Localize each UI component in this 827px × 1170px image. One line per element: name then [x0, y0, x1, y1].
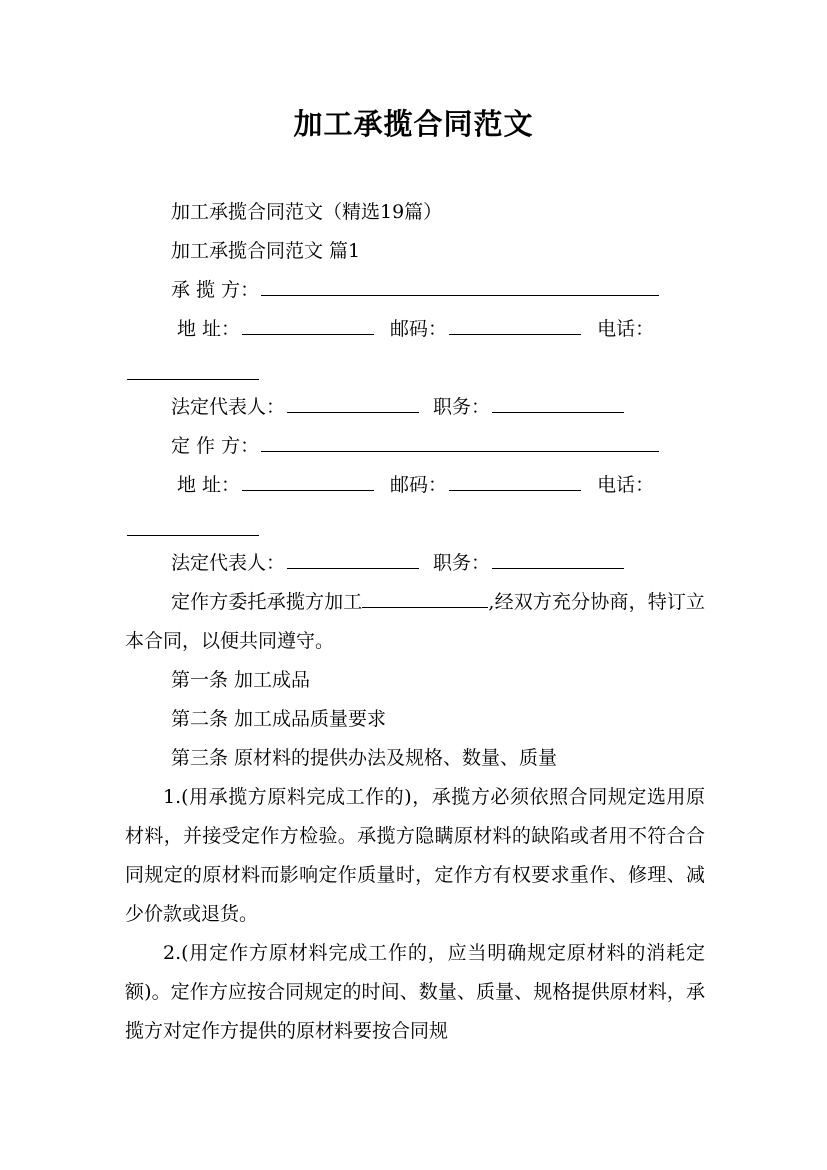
client-legal-rep-blank	[287, 546, 419, 569]
document-title: 加工承揽合同范文	[293, 107, 534, 141]
contractor-legal-rep-blank	[287, 390, 419, 413]
intro-blank	[362, 587, 488, 608]
contractor-legal-rep-line	[125, 388, 705, 427]
client-postcode-label: 邮码：	[390, 474, 448, 496]
contractor-phone-wrap	[125, 349, 705, 388]
contractor-phone-blank	[127, 357, 259, 380]
client-address-blank	[242, 468, 374, 491]
client-position-label: 职务：	[433, 552, 491, 574]
intro-part1: 定作方委托承揽方加工	[171, 591, 363, 613]
client-label: 定 作 方：	[171, 435, 260, 457]
client-legal-rep-label: 法定代表人：	[171, 552, 286, 574]
contractor-label: 承 揽 方：	[171, 279, 260, 301]
client-position-blank	[492, 546, 624, 569]
contractor-position-label: 职务：	[433, 396, 491, 418]
section-heading: 加工承揽合同范文 篇1	[171, 240, 361, 262]
contractor-address-label: 地 址：	[177, 318, 241, 340]
article-1: 第一条 加工成品	[171, 669, 311, 691]
contractor-position-blank	[492, 390, 624, 413]
client-address-line	[125, 466, 705, 505]
contractor-blank	[261, 273, 659, 296]
client-phone-wrap	[125, 505, 705, 544]
client-line	[125, 427, 705, 466]
subtitle: 加工承揽合同范文（精选19篇）	[171, 201, 443, 223]
contractor-legal-rep-label: 法定代表人：	[171, 396, 286, 418]
intro-part2: ,经双方充分协商，特订立本合同，以便共同遵守。	[125, 591, 705, 652]
article-3: 第三条 原材料的提供办法及规格、数量、质量	[171, 747, 558, 769]
contractor-postcode-label: 邮码：	[390, 318, 448, 340]
client-blank	[261, 429, 659, 452]
contractor-address-blank	[242, 312, 374, 335]
clause-2: 2.(用定作方原材料完成工作的，应当明确规定原材料的消耗定额)。定作方应按合同规定的时间、数量、质量、规格提供原材料，承揽方对定作方提供的原材料要按合同规	[125, 942, 705, 1042]
article-2: 第二条 加工成品质量要求	[171, 708, 387, 730]
client-legal-rep-line	[125, 544, 705, 583]
document-body	[125, 193, 705, 1051]
client-address-label: 地 址：	[177, 474, 241, 496]
client-postcode-blank	[449, 468, 581, 491]
intro-paragraph	[125, 583, 705, 661]
contractor-postcode-blank	[449, 312, 581, 335]
clause-1: 1.(用承揽方原料完成工作的)，承揽方必须依照合同规定选用原材料，并接受定作方检验。承揽方隐瞒原材料的缺陷或者用不符合合同规定的原材料而影响定作质量时，定作方有权要求重作、修理、减少价款或退货。	[125, 786, 705, 925]
client-phone-blank	[127, 513, 259, 536]
client-phone-label: 电话：	[597, 474, 655, 496]
contractor-address-line	[125, 310, 705, 349]
contractor-line	[125, 271, 705, 310]
contractor-phone-label: 电话：	[597, 318, 655, 340]
